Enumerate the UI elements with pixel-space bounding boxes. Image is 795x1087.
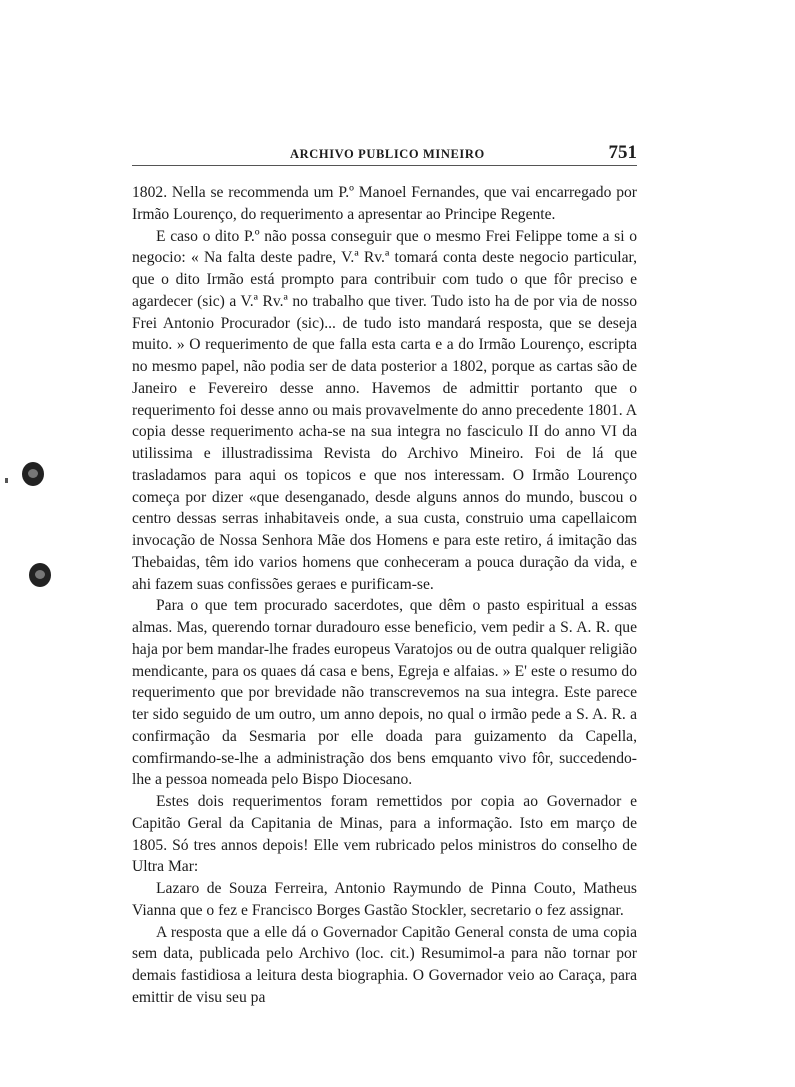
paragraph: Estes dois requerimentos foram remettidos por copia ao Governador e Capitão Geral da Capitania de Minas, para a informação. Isto em março de 1805. Só tres annos depois! Elle vem rubricado pelos ministros do conselho de Ultra Mar: (132, 793, 637, 876)
header-rule (132, 165, 637, 166)
paragraph-signatories: Lazaro de Souza Ferreira, Antonio Raymundo de Pinna Couto, Matheus Vianna que o fez e Francisco Borges Gastão Stockler, secretario o fez assignar. (132, 880, 637, 919)
paragraph-continuation: 1802. Nella se recommenda um P.º Manoel Fernandes, que vai encarregado por Irmão Lourenço, do requerimento a apresentar ao Principe Regente. (132, 184, 637, 223)
paragraph: A resposta que a elle dá o Governador Capitão General consta de uma copia sem data, publicada pelo Archivo (loc. cit.) Resumimol-a para não tornar por demais fastidiosa a leitura desta biographia. O Governador veio ao Caraça, para emittir de visu seu pa (132, 923, 637, 1006)
paragraph: E caso o dito P.º não possa conseguir que o mesmo Frei Felippe tome a si o negocio: « Na falta deste padre, V.ª Rv.ª tomará conta deste negocio particular, que o dito Irmão está prompto para contribuir com tudo o que fôr preciso e agardecer (sic) a V.ª Rv.ª no trabalho que tiver. Tudo isto ha de por via de nosso Frei Antonio Procurador (sic)... de tudo isto mandará resposta, que se deseja muito. » O requerimento de que falla esta carta e a do Irmão Lourenço, escripta no mesmo papel, não podia ser de data posterior a 1802, porque as cartas são de Janeiro e Fevereiro desse anno. Havemos de admittir portanto que o requerimento foi desse anno ou mais provavelmente do anno precedente 1801. A copia desse requerimento acha-se na sua integra no fasciculo II do anno VI da utilissima e illustradissima Revista do Archivo Mineiro. Foi de lá que trasladamos para aqui os topicos e que nos interessam. O Irmão Lourenço começa por dizer «que desenganado, desde alguns annos do mundo, buscou o centro dessas serras inhabitaveis onde, a sua custa, construio uma capellaicom invocação de Nossa Senhora Mãe dos Homens e para este retiro, á imitação das Thebaidas, têm ido varios homens que conheceram a pouca duração da vida, e ahi fazem suas confissões geraes e purificam-se. (132, 227, 637, 593)
page-number: 751 (608, 142, 637, 163)
margin-speck (5, 478, 8, 483)
binding-hole-mark (22, 462, 44, 486)
running-title: ARCHIVO PUBLICO MINEIRO (290, 147, 485, 161)
running-header (132, 142, 637, 166)
paragraph: Para o que tem procurado sacerdotes, que dêm o pasto espiritual a essas almas. Mas, querendo tornar duradouro esse beneficio, vem pedir a S. A. R. que haja por bem mandar-lhe frades europeus Varatojos ou de outra qualquer religião mendicante, para os quaes dá casa e bens, Egreja e alfaias. » E' este o resumo do requerimento que por brevidade não transcrevemos na sua integra. Este parece ter sido seguido de um outro, um anno depois, no qual o irmão pede a S. A. R. a confirmação da Sesmaria por elle doada para guizamento da Capella, comfirmando-se-lhe a administração dos bens emquanto vivo fôr, succedendo-lhe a pessoa nomeada pelo Bispo Diocesano. (132, 597, 637, 789)
binding-hole-mark (29, 563, 51, 587)
body-text (132, 182, 637, 1009)
